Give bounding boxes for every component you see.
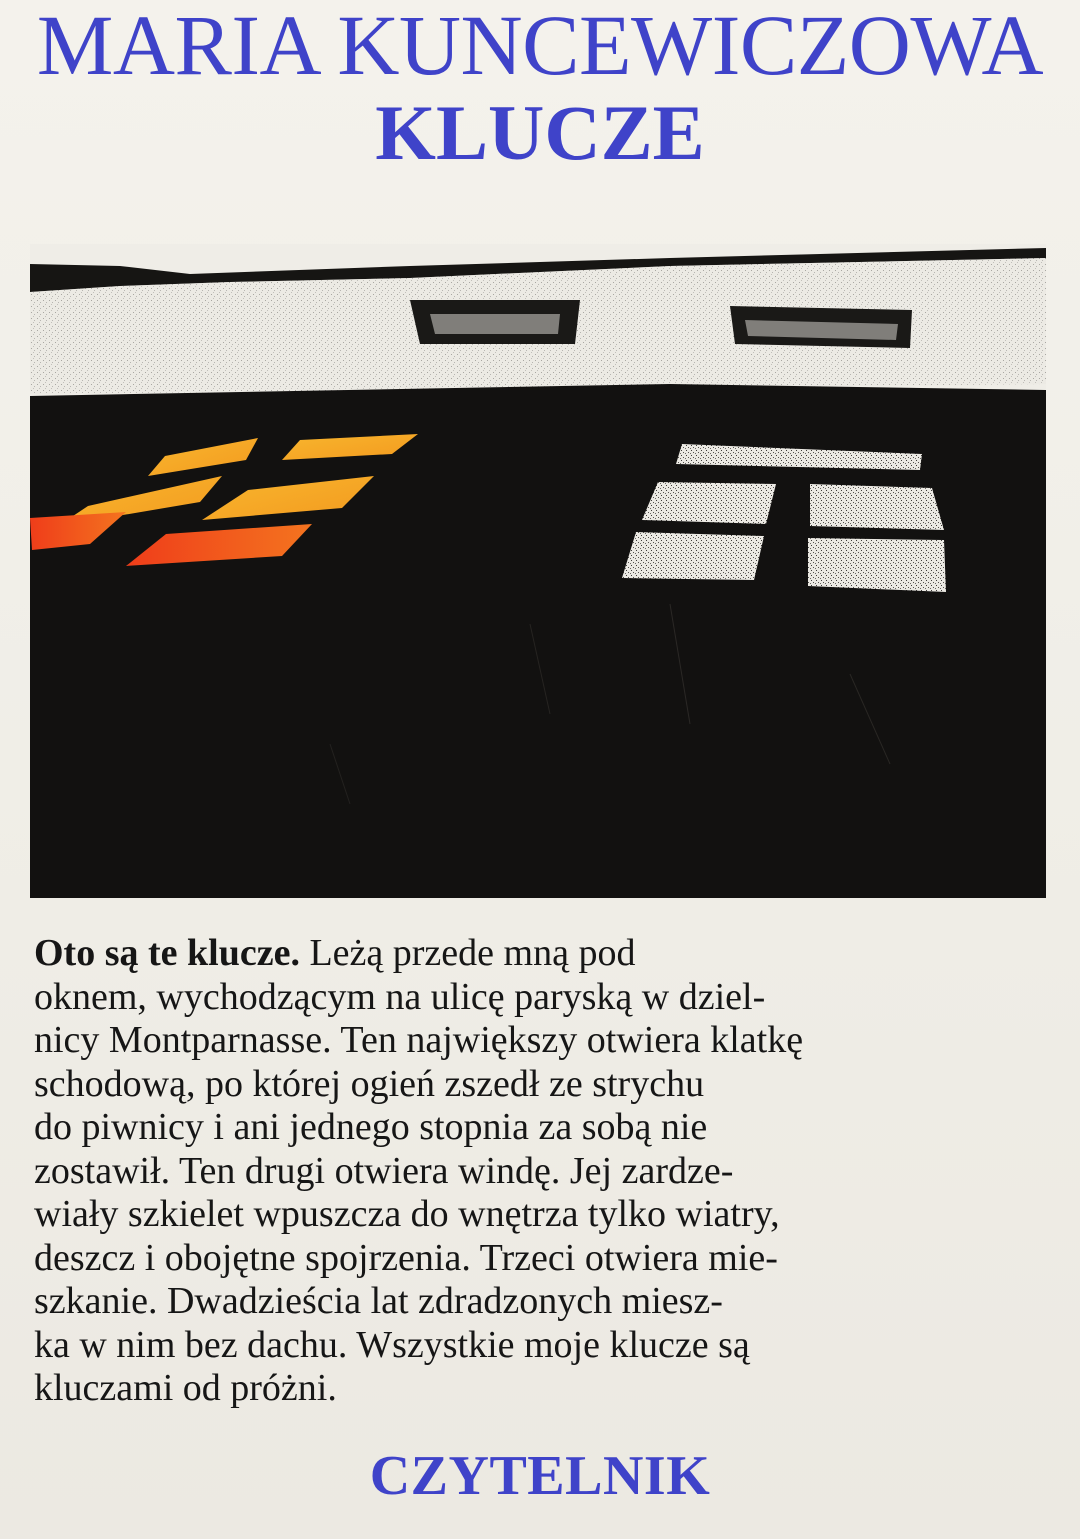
blurb-lead: Oto są te klucze.: [34, 932, 300, 974]
white-pane: [808, 538, 946, 592]
blurb-line: do piwnicy i ani jednego stopnia za sobą nie: [34, 1106, 708, 1148]
book-title: KLUCZE: [375, 89, 705, 176]
blurb-line: schodową, po której ogień zszedł ze strychu: [34, 1062, 705, 1105]
white-pane: [622, 532, 764, 580]
blurb-line: ka w nim bez dachu. Wszystkie moje klucze są: [34, 1323, 750, 1366]
blurb-line: kluczami od próżni.: [34, 1367, 337, 1409]
blurb-line: oknem, wychodzącym na ulicę paryską w dziel-: [34, 975, 766, 1018]
back-cover-blurb: [34, 932, 1024, 1411]
blurb-line: szkanie. Dwadzieścia lat zdradzonych miesz-: [34, 1280, 723, 1322]
blurb-line-text: Leżą przede mną pod: [299, 932, 636, 974]
blurb-line: deszcz i obojętne spojrzenia. Trzeci otwiera mie-: [34, 1236, 778, 1279]
blurb-line: nicy Montparnasse. Ten największy otwiera klatkę: [34, 1019, 804, 1061]
cover-photo: [30, 244, 1046, 898]
blurb-line: wiały szkielet wpuszcza do wnętrza tylko wiatry,: [34, 1193, 780, 1235]
blurb-line: [34, 932, 1024, 976]
author-name: MARIA KUNCEWICZOWA: [36, 0, 1044, 93]
blurb-line: zostawił. Ten drugi otwiera windę. Jej zardze-: [34, 1149, 734, 1192]
publisher-name: CZYTELNIK: [369, 1445, 711, 1507]
white-pane: [810, 484, 944, 530]
white-pane: [642, 482, 776, 524]
